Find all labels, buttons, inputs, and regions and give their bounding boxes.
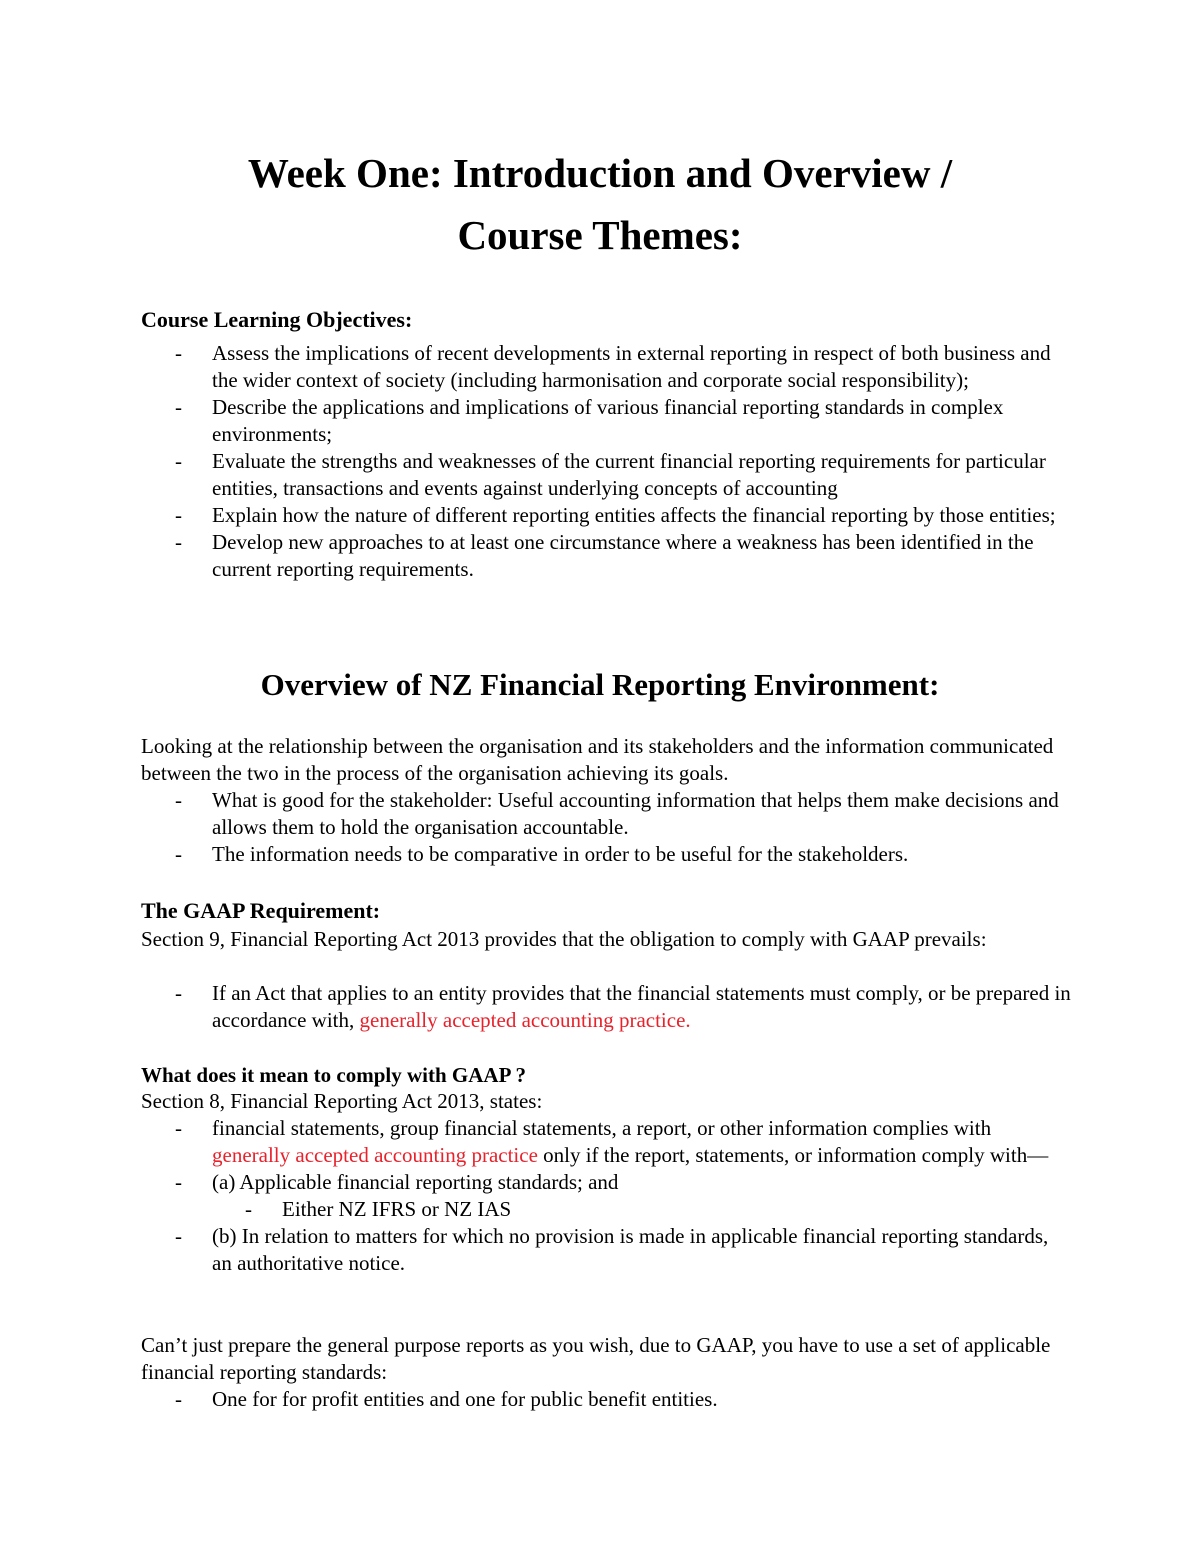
list-item — [141, 529, 1071, 583]
overview-intro: Looking at the relationship between the organisation and its stakeholders and the information communicated between the two in the process of the organisation achieving its goals. — [141, 734, 1054, 785]
bullet-dash: - — [175, 341, 182, 365]
closing-list — [141, 1386, 1071, 1413]
bullet-dash: - — [175, 788, 182, 812]
list-item-text: Describe the applications and implications of various financial reporting standards in complex environments; — [212, 395, 1004, 446]
bullet-dash: - — [175, 1387, 182, 1411]
objectives-list — [141, 340, 1071, 583]
list-item — [141, 340, 1071, 394]
page-title-line-1: Week One: Introduction and Overview / — [247, 150, 953, 196]
bullet-dash: - — [175, 1224, 182, 1248]
bullet-dash: - — [175, 1170, 182, 1194]
sub-list-item — [141, 1196, 1071, 1223]
highlighted-term: generally accepted accounting practice — [212, 1143, 538, 1167]
list-item — [141, 1386, 1071, 1413]
list-item — [141, 1223, 1071, 1277]
list-item-text: Develop new approaches to at least one circumstance where a weakness has been identified in the current reporting requirements. — [212, 530, 1034, 581]
objectives-heading: Course Learning Objectives: — [141, 307, 413, 332]
list-item-text: Explain how the nature of different reporting entities affects the financial reporting by those entities; — [212, 503, 1056, 527]
list-item-text: If an Act that applies to an entity provides that the financial statements must comply, or be prepared in accordance with, — [212, 981, 1071, 1032]
overview-heading: Overview of NZ Financial Reporting Environment: — [260, 667, 940, 702]
list-item-text: One for for profit entities and one for public benefit entities. — [212, 1387, 718, 1411]
page-title-line-2: Course Themes: — [457, 212, 743, 258]
bullet-dash: - — [175, 530, 182, 554]
list-item-text: Either NZ IFRS or NZ IAS — [282, 1197, 512, 1221]
list-item — [141, 448, 1071, 502]
bullet-dash: - — [175, 503, 182, 527]
list-item-text: What is good for the stakeholder: Useful accounting information that helps them make decisions and allows them to hold the organisation accountable. — [212, 788, 1059, 839]
comply-list — [141, 1115, 1071, 1277]
gaap-requirement-intro: Section 9, Financial Reporting Act 2013 provides that the obligation to comply with GAAP prevails: — [141, 927, 987, 951]
highlighted-term: generally accepted accounting practice. — [359, 1008, 691, 1032]
list-item — [141, 394, 1071, 448]
overview-list — [141, 787, 1071, 868]
list-item-text: (a) Applicable financial reporting standards; and — [212, 1170, 619, 1194]
gaap-requirement-list — [141, 980, 1071, 1034]
bullet-dash: - — [175, 981, 182, 1005]
list-item-text: financial statements, group financial statements, a report, or other information complies with — [212, 1116, 992, 1140]
list-item-text: only if the report, statements, or information comply with— — [537, 1143, 1049, 1167]
list-item-text: The information needs to be comparative in order to be useful for the stakeholders. — [212, 842, 909, 866]
bullet-dash: - — [175, 1116, 182, 1140]
gaap-requirement-heading: The GAAP Requirement: — [141, 898, 381, 923]
list-item-text: Assess the implications of recent developments in external reporting in respect of both business and the wider context of society (including harmonisation and corporate social responsibility); — [212, 341, 1051, 392]
bullet-dash: - — [175, 449, 182, 473]
comply-intro: Section 8, Financial Reporting Act 2013, states: — [141, 1089, 543, 1113]
list-item — [141, 1169, 1071, 1196]
list-item — [141, 1115, 1071, 1169]
comply-heading: What does it mean to comply with GAAP ? — [141, 1063, 526, 1087]
list-item — [141, 841, 1071, 868]
bullet-dash: - — [175, 842, 182, 866]
list-item-text: Evaluate the strengths and weaknesses of the current financial reporting requirements for particular entities, transactions and events against underlying concepts of accounting — [212, 449, 1046, 500]
closing-paragraph: Can’t just prepare the general purpose reports as you wish, due to GAAP, you have to use a set of applicable financial reporting standards: — [141, 1333, 1051, 1384]
page-title — [141, 142, 1059, 266]
list-item-text: (b) In relation to matters for which no provision is made in applicable financial reporting standards, an authoritative notice. — [212, 1224, 1049, 1275]
bullet-dash: - — [175, 395, 182, 419]
bullet-dash: - — [245, 1197, 252, 1221]
list-item — [141, 502, 1071, 529]
list-item — [141, 787, 1071, 841]
list-item — [141, 980, 1071, 1034]
